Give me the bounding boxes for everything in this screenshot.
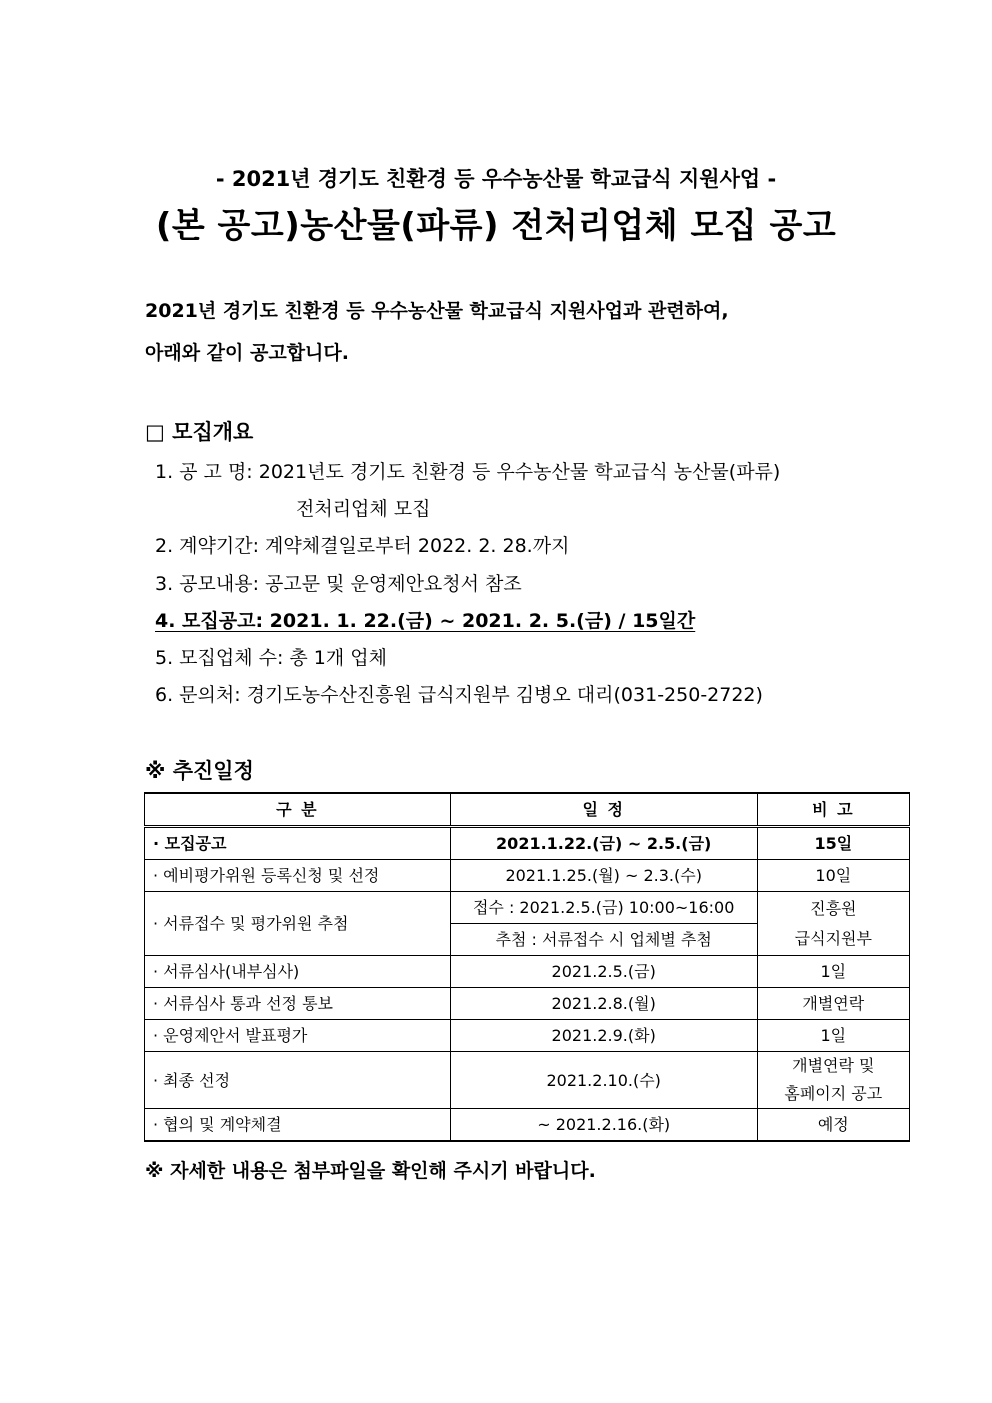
- overview-item-4: 4. 모집공고: 2021. 1. 22.(금) ~ 2021. 2. 5.(금) / 15일간: [155, 610, 696, 632]
- overview-item-5: 5. 모집업체 수: 총 1개 업체: [155, 647, 388, 669]
- row-schedule: 2021.1.22.(금) ~ 2.5.(금): [450, 827, 757, 860]
- row-remarks: [757, 1052, 909, 1109]
- intro-line-2: 아래와 같이 공고합니다.: [145, 342, 349, 364]
- row-remarks: 1일: [757, 956, 909, 988]
- header-remarks: 비 고: [757, 793, 909, 827]
- row-category: · 협의 및 계약체결: [145, 1109, 451, 1142]
- table-row: [145, 1109, 910, 1142]
- footer-note: ※ 자세한 내용은 첨부파일을 확인해 주시기 바랍니다.: [145, 1160, 596, 1182]
- row-schedule: 접수 : 2021.2.5.(금) 10:00~16:00: [450, 892, 757, 924]
- row-category: · 서류심사(내부심사): [145, 956, 451, 988]
- table-header-row: [145, 793, 910, 827]
- row-schedule: 2021.1.25.(월) ~ 2.3.(수): [450, 860, 757, 892]
- row-schedule: 추첨 : 서류접수 시 업체별 추첨: [450, 924, 757, 956]
- schedule-heading: ※ 추진일정: [145, 759, 254, 783]
- row-remarks: 개별연락: [757, 988, 909, 1020]
- overview-item-1-continued: 전처리업체 모집: [296, 498, 431, 520]
- table-row: [145, 1052, 910, 1109]
- notice-title: (본 공고)농산물(파류) 전처리업체 모집 공고: [155, 206, 837, 246]
- row-schedule: 2021.2.9.(화): [450, 1020, 757, 1052]
- row-remarks: 예정: [757, 1109, 909, 1142]
- table-row: [145, 1020, 910, 1052]
- table-row: [145, 892, 910, 924]
- row-category: · 운영제안서 발표평가: [145, 1020, 451, 1052]
- overview-item-6: 6. 문의처: 경기도농수산진흥원 급식지원부 김병오 대리(031-250-2722): [155, 684, 763, 706]
- table-row: [145, 827, 910, 860]
- remarks-line-1: 진흥원: [810, 898, 857, 918]
- overview-item-2: 2. 계약기간: 계약체결일로부터 2022. 2. 28.까지: [155, 535, 570, 557]
- remarks-line-1: 개별연락 및: [792, 1056, 875, 1075]
- row-category: · 서류심사 통과 선정 통보: [145, 988, 451, 1020]
- overview-heading: □ 모집개요: [145, 420, 254, 444]
- remarks-line-2: 홈페이지 공고: [784, 1084, 883, 1103]
- row-remarks: 15일: [757, 827, 909, 860]
- row-remarks: 1일: [757, 1020, 909, 1052]
- row-schedule: 2021.2.5.(금): [450, 956, 757, 988]
- row-schedule: 2021.2.10.(수): [450, 1052, 757, 1109]
- header-category: 구 분: [145, 793, 451, 827]
- row-remarks: 10일: [757, 860, 909, 892]
- row-category: · 최종 선정: [145, 1052, 451, 1109]
- overview-item-3: 3. 공모내용: 공고문 및 운영제안요청서 참조: [155, 573, 522, 595]
- row-schedule: ~ 2021.2.16.(화): [450, 1109, 757, 1142]
- schedule-table: [144, 792, 910, 1142]
- table-row: [145, 988, 910, 1020]
- table-row: [145, 956, 910, 988]
- remarks-line-2: 급식지원부: [794, 928, 872, 948]
- header-schedule: 일 정: [450, 793, 757, 827]
- intro-line-1: 2021년 경기도 친환경 등 우수농산물 학교급식 지원사업과 관련하여,: [145, 300, 729, 322]
- row-category: · 모집공고: [145, 827, 451, 860]
- row-category: · 예비평가위원 등록신청 및 선정: [145, 860, 451, 892]
- row-schedule: 2021.2.8.(월): [450, 988, 757, 1020]
- row-remarks: [757, 892, 909, 956]
- table-row: [145, 860, 910, 892]
- row-category: · 서류접수 및 평가위원 추첨: [145, 892, 451, 956]
- overview-item-1: 1. 공 고 명: 2021년도 경기도 친환경 등 우수농산물 학교급식 농산물(파류): [155, 461, 781, 483]
- notice-subtitle: - 2021년 경기도 친환경 등 우수농산물 학교급식 지원사업 -: [215, 167, 777, 191]
